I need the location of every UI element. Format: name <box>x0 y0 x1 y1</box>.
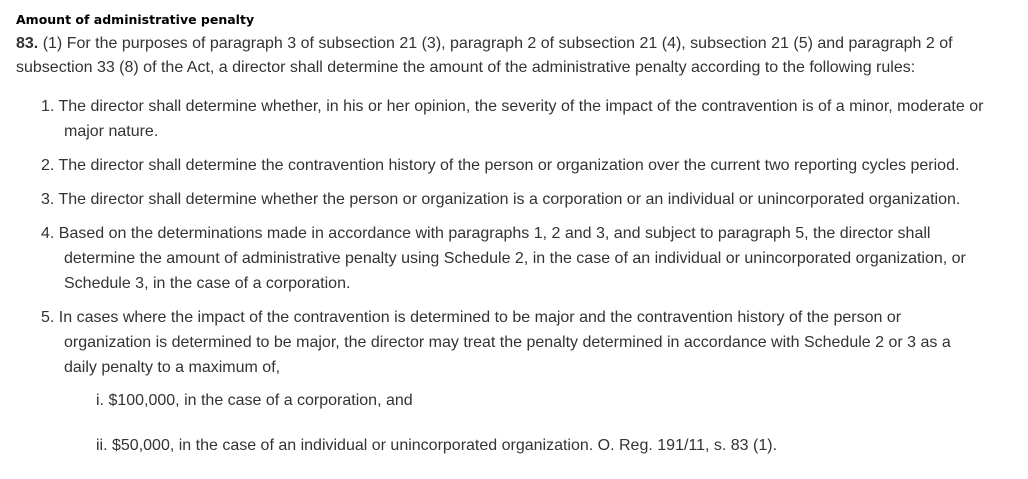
rules-list <box>16 94 1012 380</box>
rule-item-5 <box>41 305 984 380</box>
rule-item-4: 4. Based on the determinations made in accordance with paragraphs 1, 2 and 3, and subject to paragraph 5, the director shall determine the amount of administrative penalty using Schedule 2, in the case of an individual or unincorporated organization, or Schedule 3, in the case of a corporation. <box>41 225 966 292</box>
rule-item-1: 1. The director shall determine whether, in his or her opinion, the severity of the impact of the contravention is of a minor, moderate or major nature. <box>41 98 984 140</box>
rule-item-2: 2. The director shall determine the contravention history of the person or organization over the current two reporting cycles period. <box>41 157 960 174</box>
section-intro-text: (1) For the purposes of paragraph 3 of subsection 21 (3), paragraph 2 of subsection 21 (4), subsection 21 (5) and paragraph 2 of subsection 33 (8) of the Act, a director shall determine the amount of the administrative penalty according to the following rules: <box>16 35 953 76</box>
sub-item-ii: ii. $50,000, in the case of an individual or unincorporated organization. O. Reg. 191/11, s. 83 (1). <box>96 437 778 454</box>
sub-item-i: i. $100,000, in the case of a corporation, and <box>96 392 413 409</box>
section-number: 83. <box>16 35 39 52</box>
rule-item-5-text: 5. In cases where the impact of the contravention is determined to be major and the contravention history of the person or organization is determined to be major, the director may treat the penalty determined in accordance with Schedule 2 or 3 as a daily penalty to a maximum of, <box>41 309 951 376</box>
section-heading: Amount of administrative penalty <box>16 12 255 27</box>
penalty-maximum-list <box>16 389 1012 458</box>
section-intro <box>16 32 976 80</box>
rule-item-3: 3. The director shall determine whether the person or organization is a corporation or an individual or unincorporated organization. <box>41 191 961 208</box>
